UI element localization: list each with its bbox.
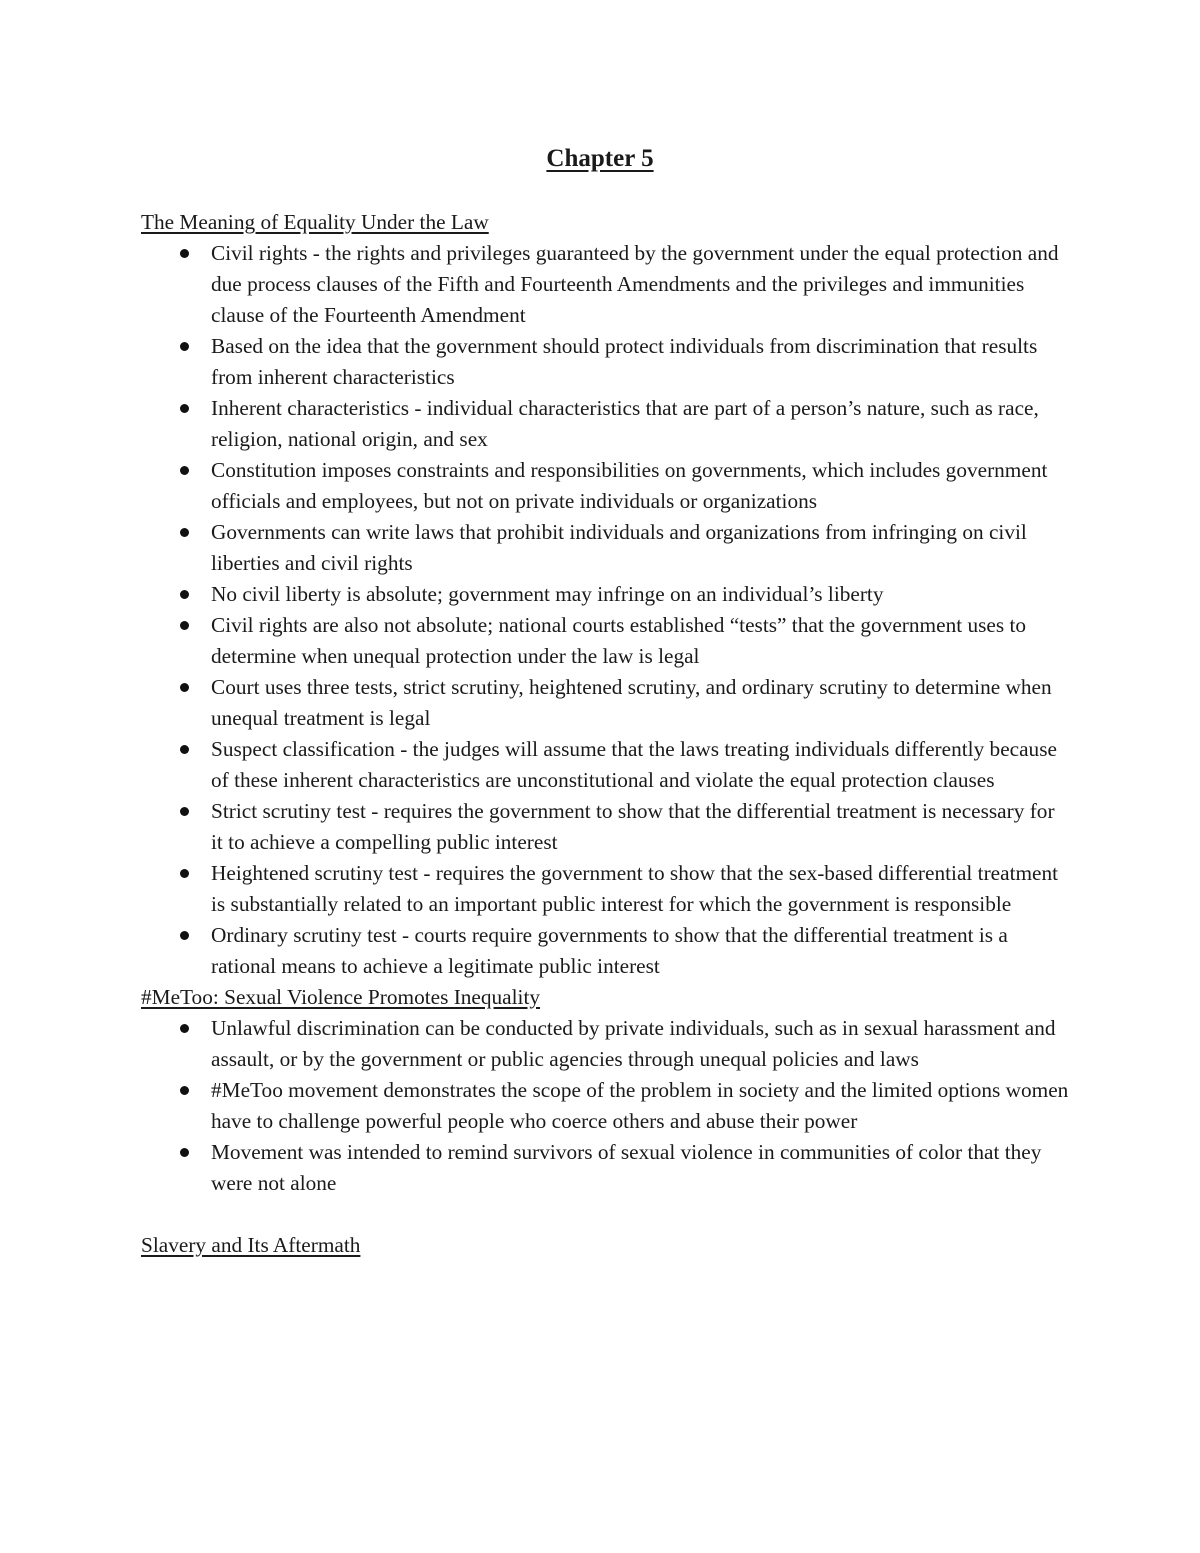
list-item: No civil liberty is absolute; government may infringe on an individual’s liberty: [141, 579, 1071, 610]
bullet-icon: [180, 342, 189, 351]
list-item: Inherent characteristics - individual characteristics that are part of a person’s nature, such as race, religion, national origin, and sex: [141, 393, 1071, 455]
section-heading-slavery: Slavery and Its Aftermath: [141, 1233, 361, 1257]
document-body: [141, 207, 1071, 1261]
bullet-icon: [180, 683, 189, 692]
bullet-list-metoo: [141, 1013, 1071, 1199]
list-item: Ordinary scrutiny test - courts require governments to show that the differential treatment is a rational means to achieve a legitimate public interest: [141, 920, 1071, 982]
bullet-icon: [180, 466, 189, 475]
bullet-icon: [180, 869, 189, 878]
list-item: Movement was intended to remind survivors of sexual violence in communities of color that they were not alone: [141, 1137, 1071, 1199]
bullet-icon: [180, 745, 189, 754]
bullet-icon: [180, 404, 189, 413]
list-item: Heightened scrutiny test - requires the government to show that the sex-based differential treatment is substantially related to an important public interest for which the government is responsible: [141, 858, 1071, 920]
bullet-icon: [180, 621, 189, 630]
bullet-icon: [180, 528, 189, 537]
list-item: Suspect classification - the judges will assume that the laws treating individuals differently because of these inherent characteristics are unconstitutional and violate the equal protection clauses: [141, 734, 1071, 796]
bullet-icon: [180, 590, 189, 599]
bullet-icon: [180, 931, 189, 940]
blank-line: [141, 1199, 1071, 1230]
list-item: Civil rights - the rights and privileges guaranteed by the government under the equal protection and due process clauses of the Fifth and Fourteenth Amendments and the privileges and immunities clause of the Fourteenth Amendment: [141, 238, 1071, 331]
bullet-list-equality: [141, 238, 1071, 982]
bullet-icon: [180, 807, 189, 816]
bullet-icon: [180, 1024, 189, 1033]
list-item: Civil rights are also not absolute; national courts established “tests” that the government uses to determine when unequal protection under the law is legal: [141, 610, 1071, 672]
list-item: Constitution imposes constraints and responsibilities on governments, which includes government officials and employees, but not on private individuals or organizations: [141, 455, 1071, 517]
bullet-icon: [180, 249, 189, 258]
list-item: #MeToo movement demonstrates the scope of the problem in society and the limited options women have to challenge powerful people who coerce others and abuse their power: [141, 1075, 1071, 1137]
list-item: Court uses three tests, strict scrutiny, heightened scrutiny, and ordinary scrutiny to determine when unequal treatment is legal: [141, 672, 1071, 734]
section-heading-equality: The Meaning of Equality Under the Law: [141, 210, 489, 234]
list-item: Strict scrutiny test - requires the government to show that the differential treatment is necessary for it to achieve a compelling public interest: [141, 796, 1071, 858]
bullet-icon: [180, 1148, 189, 1157]
list-item: Unlawful discrimination can be conducted by private individuals, such as in sexual harassment and assault, or by the government or public agencies through unequal policies and laws: [141, 1013, 1071, 1075]
section-heading-metoo: #MeToo: Sexual Violence Promotes Inequality: [141, 985, 541, 1009]
bullet-icon: [180, 1086, 189, 1095]
list-item: Based on the idea that the government should protect individuals from discrimination that results from inherent characteristics: [141, 331, 1071, 393]
chapter-title: Chapter 5: [546, 145, 654, 172]
list-item: Governments can write laws that prohibit individuals and organizations from infringing on civil liberties and civil rights: [141, 517, 1071, 579]
